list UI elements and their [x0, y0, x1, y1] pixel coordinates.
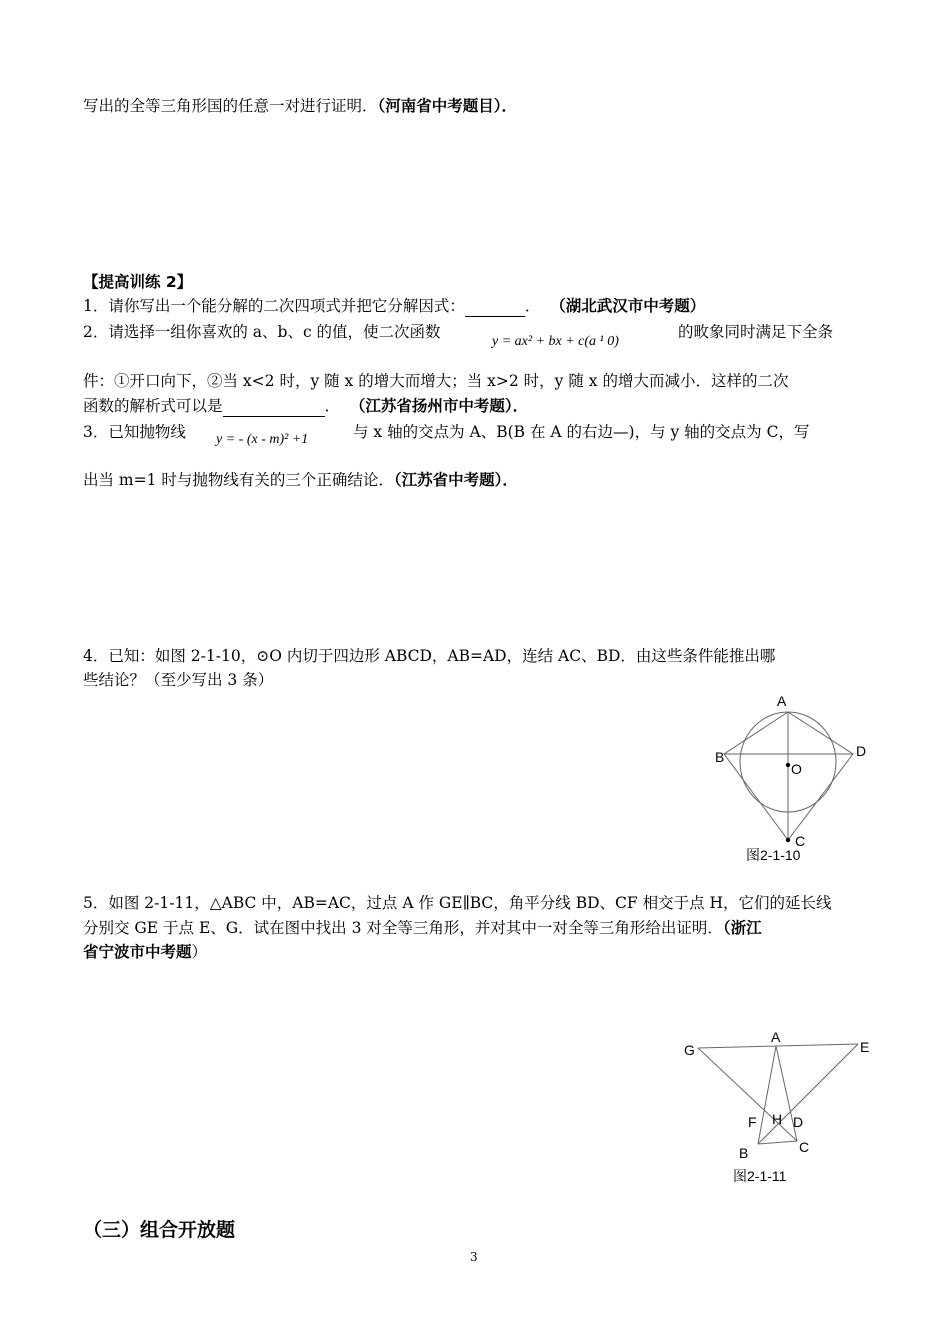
- q5-line2-text: 分别交 GE 于点 E、G．试在图中找出 3 对全等三角形，并对其中一对全等三角形给出证明．: [83, 919, 723, 937]
- q2-answer-blank[interactable]: [223, 396, 325, 417]
- question-2-line-1: [83, 322, 441, 342]
- question-4-line-1: 4．已知：如图 2-1-10，⊙O 内切于四边形 ABCD，AB=AD，连结 AC、BD．由这些条件能推出哪: [83, 647, 776, 665]
- fig2-label-e: E: [860, 1039, 870, 1055]
- q3-line2: 出当 m=1 时与抛物线有关的三个正确结论．: [83, 471, 394, 489]
- q5-line3-end: ）: [191, 943, 208, 961]
- fig1-label-a: A: [777, 693, 787, 709]
- fig1-caption: 图2-1-10: [746, 847, 801, 863]
- question-3-line-2: [83, 470, 518, 490]
- question-5-line-3: [83, 942, 207, 962]
- q1-period: ．: [524, 297, 541, 315]
- section-3-title: （三）组合开放题: [83, 1219, 236, 1241]
- fig2-label-c: C: [799, 1139, 810, 1155]
- question-2-line-3: [83, 396, 528, 417]
- question-2-line-2: 件：①开口向下，②当 x<2 时，y 随 x 的增大而增大；当 x>2 时，y 随 x 的增大而减小．这样的二次: [83, 372, 789, 390]
- q3-line1-end: 与 x 轴的交点为 A、B(B 在 A 的右边—)，与 y 轴的交点为 C，写: [353, 423, 810, 441]
- q3-line1-start: 3．已知抛物线: [83, 423, 186, 441]
- fig2-label-g: G: [684, 1042, 695, 1058]
- q1-source: （湖北武汉市中考题）: [550, 297, 706, 315]
- question-5-line-2: [83, 918, 762, 938]
- fig1-label-b: B: [715, 749, 725, 765]
- fig1-label-d: D: [856, 743, 867, 759]
- q5-source-part1: （浙江: [722, 919, 762, 937]
- q2-formula: y = ax² + bx + c(a ¹ 0): [492, 334, 619, 349]
- fig1-incircle: [740, 712, 836, 812]
- fig2-label-b: B: [739, 1145, 749, 1161]
- fig1-center-point: [786, 763, 790, 767]
- q1-answer-blank[interactable]: [465, 296, 525, 317]
- intro-text: 写出的全等三角形国的任意一对进行证明．: [83, 97, 378, 115]
- fig1-quadrilateral: [724, 712, 853, 840]
- q1-text: 1．请你写出一个能分解的二次四项式并把它分解因式：: [83, 297, 465, 315]
- fig2-label-f: F: [748, 1114, 757, 1130]
- q2-line3: 函数的解析式可以是: [83, 397, 223, 415]
- q2-line1: 2．请选择一组你喜欢的 a、b、c 的值，使二次函数: [83, 323, 441, 341]
- q5-source-part2: 省宁波市中考题: [83, 943, 192, 961]
- fig2-side-ab: [758, 1046, 776, 1144]
- fig2-line-ge: [698, 1044, 858, 1048]
- fig2-label-a: A: [771, 1029, 781, 1045]
- q2-line1-end: 的畋象同时满足下全条: [678, 323, 834, 341]
- q2-period: ．: [324, 397, 341, 415]
- intro-source: （河南省中考题目）．: [377, 97, 518, 115]
- question-1: [83, 296, 705, 317]
- fig1-label-c: C: [795, 833, 806, 849]
- q3-formula: y = - (x - m)² +1: [216, 432, 309, 447]
- fig1-label-o: O: [791, 761, 802, 777]
- q3-source: （江苏省中考题）．: [393, 471, 518, 489]
- fig1-point-c: [786, 838, 790, 842]
- fig2-side-bc: [758, 1141, 797, 1144]
- fig2-side-ac: [776, 1046, 797, 1141]
- fig2-caption: 图2-1-11: [733, 1168, 787, 1184]
- fig2-line-be: [758, 1044, 858, 1144]
- fig2-line-cg: [698, 1048, 797, 1141]
- q2-source: （江苏省扬州市中考题）．: [349, 397, 529, 415]
- fig2-label-h: H: [772, 1111, 783, 1127]
- intro-line: [83, 96, 517, 116]
- section-title: 【提高训练 2】: [83, 273, 193, 291]
- question-4-line-2: 些结论？（至少写出 3 条）: [83, 671, 274, 689]
- page-number: 3: [470, 1250, 478, 1264]
- figure-2-1-11: [698, 1044, 858, 1144]
- question-5-line-1: 5．如图 2-1-11，△ABC 中，AB=AC，过点 A 作 GE∥BC，角平分线 BD、CF 相交于点 H，它们的延长线: [83, 894, 832, 912]
- fig2-label-d: D: [793, 1114, 804, 1130]
